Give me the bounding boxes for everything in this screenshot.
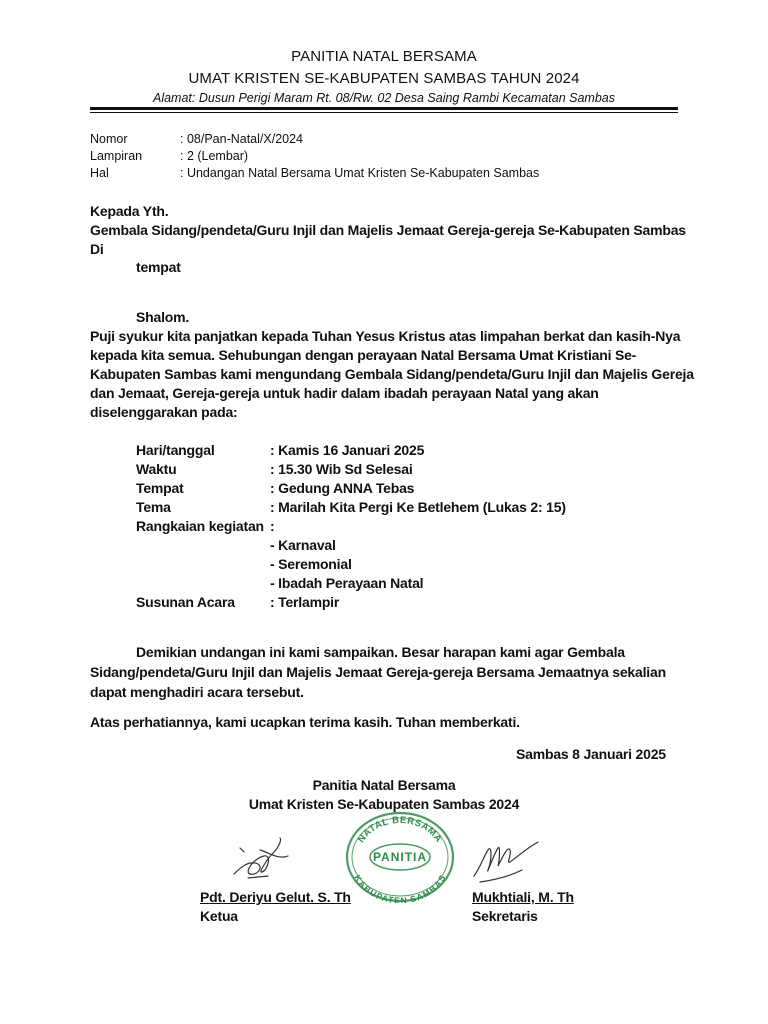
letterhead-subtitle: UMAT KRISTEN SE-KABUPATEN SAMBAS TAHUN 2024 xyxy=(188,70,580,87)
lampiran-label: Lampiran xyxy=(90,149,143,163)
rangkaian-label: Rangkaian kegiatan xyxy=(136,518,264,534)
activity-item: - Ibadah Perayaan Natal xyxy=(270,575,424,591)
activity-item: - Seremonial xyxy=(270,556,352,572)
lampiran-value: : 2 (Lembar) xyxy=(180,149,249,163)
nomor-value: : 08/Pan-Natal/X/2024 xyxy=(180,132,303,146)
recipient-di: Di xyxy=(90,241,104,257)
place-date: Sambas 8 Januari 2025 xyxy=(516,746,666,762)
stamp-center-text: PANITIA xyxy=(372,850,428,864)
body-line: Puji syukur kita panjatkan kepada Tuhan Yesus Kristus atas limpahan berkat dan kasih-Nya xyxy=(90,328,681,344)
tema-value: : Marilah Kita Pergi Ke Betlehem (Lukas 2: 15) xyxy=(270,499,566,515)
stamp-top-text: NATAL BERSAMA xyxy=(355,814,445,845)
recipient-place: tempat xyxy=(136,259,181,275)
tempat-label: Tempat xyxy=(136,480,184,496)
body-line: dan Jemaat, Gereja-gereja untuk hadir dalam ibadah perayaan Natal yang akan xyxy=(90,385,599,401)
activity-item: - Karnaval xyxy=(270,537,336,553)
body-line: Kabupaten Sambas kami mengundang Gembala Sidang/pendeta/Guru Injil dan Majelis Gereja xyxy=(90,366,694,382)
chairman-role: Ketua xyxy=(200,908,238,924)
letterhead-title: PANITIA NATAL BERSAMA xyxy=(291,48,477,65)
header-rule-thick xyxy=(90,107,678,110)
chairman-signature xyxy=(228,830,298,886)
tema-label: Tema xyxy=(136,499,171,515)
committee-stamp xyxy=(345,811,455,903)
closing-line: Sidang/pendeta/Guru Injil dan Majelis Jemaat Gereja-gereja Bersama Jemaatnya sekalian xyxy=(90,664,666,680)
susunan-label: Susunan Acara xyxy=(136,594,235,610)
body-line: diselenggarakan pada: xyxy=(90,404,238,420)
header-rule-thin xyxy=(90,112,678,113)
committee-subname: Umat Kristen Se-Kabupaten Sambas 2024 xyxy=(248,796,520,812)
secretary-name: Mukhtiali, M. Th xyxy=(472,889,574,905)
susunan-value: : Terlampir xyxy=(270,594,340,610)
hari-label: Hari/tanggal xyxy=(136,442,215,458)
letterhead-address: Alamat: Dusun Perigi Maram Rt. 08/Rw. 02 Desa Saing Rambi Kecamatan Sambas xyxy=(152,91,615,105)
secretary-role: Sekretaris xyxy=(472,908,538,924)
closing-line: dapat menghadiri acara tersebut. xyxy=(90,684,304,700)
stamp-bottom-text: KABUPATEN SAMBAS xyxy=(352,873,448,903)
hari-value: : Kamis 16 Januari 2025 xyxy=(270,442,425,458)
nomor-label: Nomor xyxy=(90,132,128,146)
hal-label: Hal xyxy=(90,166,109,180)
secretary-signature xyxy=(470,836,544,890)
recipient-name: Gembala Sidang/pendeta/Guru Injil dan Majelis Jemaat Gereja-gereja Se-Kabupaten Sambas xyxy=(90,222,686,238)
waktu-value: : 15.30 Wib Sd Selesai xyxy=(270,461,413,477)
svg-text:KABUPATEN SAMBAS xyxy=(352,873,447,903)
hal-value: : Undangan Natal Bersama Umat Kristen Se-Kabupaten Sambas xyxy=(180,166,540,180)
closing-line: Demikian undangan ini kami sampaikan. Besar harapan kami agar Gembala xyxy=(136,644,625,660)
svg-text:NATAL BERSAMA xyxy=(356,815,444,845)
body-line: kepada kita semua. Sehubungan dengan perayaan Natal Bersama Umat Kristiani Se- xyxy=(90,347,637,363)
committee-name: Panitia Natal Bersama xyxy=(312,777,456,793)
tempat-value: : Gedung ANNA Tebas xyxy=(270,480,415,496)
greeting: Shalom. xyxy=(136,309,190,325)
waktu-label: Waktu xyxy=(136,461,177,477)
rangkaian-value: : xyxy=(270,518,275,534)
recipient-salutation: Kepada Yth. xyxy=(90,203,169,219)
thanks-line: Atas perhatiannya, kami ucapkan terima kasih. Tuhan memberkati. xyxy=(90,714,520,730)
chairman-name: Pdt. Deriyu Gelut. S. Th xyxy=(200,889,351,905)
